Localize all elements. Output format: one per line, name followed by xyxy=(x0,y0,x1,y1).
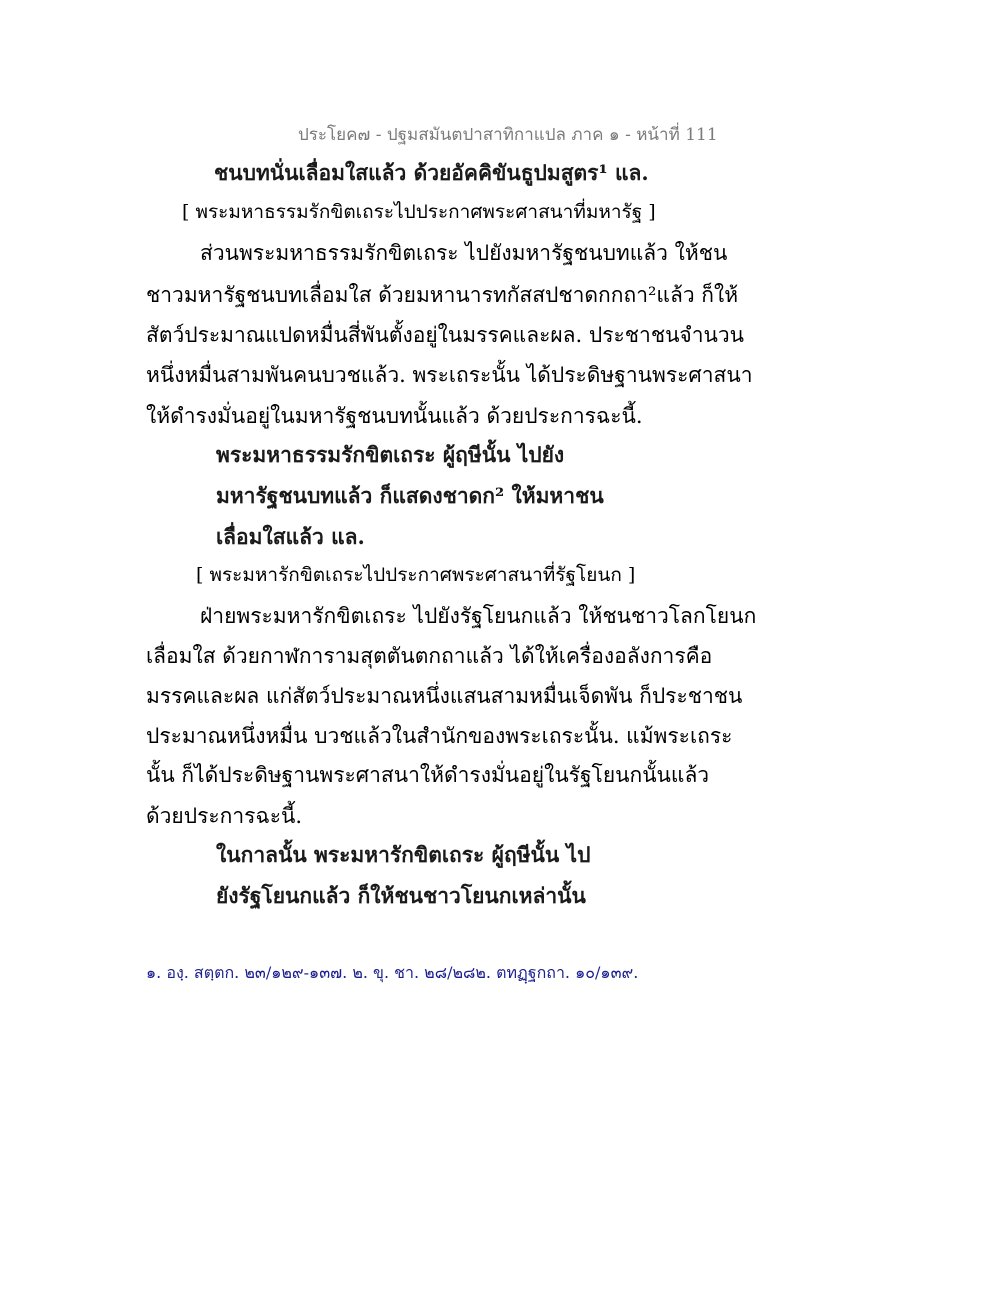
verse-line: ชนบทนั่นเลื่อมใสแล้ว ด้วยอัคคิขันธูปมสูตร¹ แล. xyxy=(214,160,649,185)
paragraph-line: ประมาณหนึ่งหมื่น บวชแล้วในสำนักของพระเถระนั้น. แม้พระเถระ xyxy=(146,724,733,748)
verse-line: ยังรัฐโยนกแล้ว ก็ให้ชนชาวโยนกเหล่านั้น xyxy=(216,883,586,908)
page-header: ประโยค๗ - ปฐมสมันตปาสาทิกาแปล ภาค ๑ - หน้าที่ 111 xyxy=(298,125,718,145)
paragraph-line: หนึ่งหมื่นสามพันคนบวชแล้ว. พระเถระนั้น ได้ประดิษฐานพระศาสนา xyxy=(146,363,753,387)
paragraph-line: นั้น ก็ได้ประดิษฐานพระศาสนาให้ดำรงมั่นอยู่ในรัฐโยนกนั้นแล้ว xyxy=(146,763,710,787)
paragraph-line: ให้ดำรงมั่นอยู่ในมหารัฐชนบทนั้นแล้ว ด้วยประการฉะนี้. xyxy=(146,404,643,428)
paragraph-line: มรรคและผล แก่สัตว์ประมาณหนึ่งแสนสามหมื่นเจ็ดพัน ก็ประชาชน xyxy=(146,684,743,708)
paragraph-line: ชาวมหารัฐชนบทเลื่อมใส ด้วยมหานารทกัสสปชาดกกถา²แล้ว ก็ให้ xyxy=(146,283,739,307)
section-heading: [ พระมหาธรรมรักขิตเถระไปประกาศพระศาสนาที่มหารัฐ ] xyxy=(182,201,656,223)
paragraph-line: เลื่อมใส ด้วยกาฬการามสุตตันตกถาแล้ว ได้ให้เครื่องอลังการคือ xyxy=(146,644,713,668)
verse-line: พระมหาธรรมรักขิตเถระ ผู้ฤษีนั้น ไปยัง xyxy=(216,442,565,467)
section-heading: [ พระมหารักขิตเถระไปประกาศพระศาสนาที่รัฐโยนก ] xyxy=(196,564,636,586)
verse-line: มหารัฐชนบทแล้ว ก็แสดงชาดก² ให้มหาชน xyxy=(216,483,604,508)
paragraph-line: ฝ่ายพระมหารักขิตเถระ ไปยังรัฐโยนกแล้ว ให้ชนชาวโลกโยนก xyxy=(200,604,757,628)
verse-line: เลื่อมใสแล้ว แล. xyxy=(216,524,365,549)
footnote: ๑. องฺ. สตฺตก. ๒๓/๑๒๙-๑๓๗. ๒. ขุ. ชา. ๒๘/๒๘๒. ตทฏฺฐกถา. ๑๐/๑๓๙. xyxy=(146,963,639,982)
verse-line: ในกาลนั้น พระมหารักขิตเถระ ผู้ฤษีนั้น ไป xyxy=(216,842,591,867)
paragraph-line: สัตว์ประมาณแปดหมื่นสี่พันตั้งอยู่ในมรรคและผล. ประชาชนจำนวน xyxy=(146,323,745,347)
paragraph-line: ส่วนพระมหาธรรมรักขิตเถระ ไปยังมหารัฐชนบทแล้ว ให้ชน xyxy=(200,241,728,265)
paragraph-line: ด้วยประการฉะนี้. xyxy=(146,804,303,828)
